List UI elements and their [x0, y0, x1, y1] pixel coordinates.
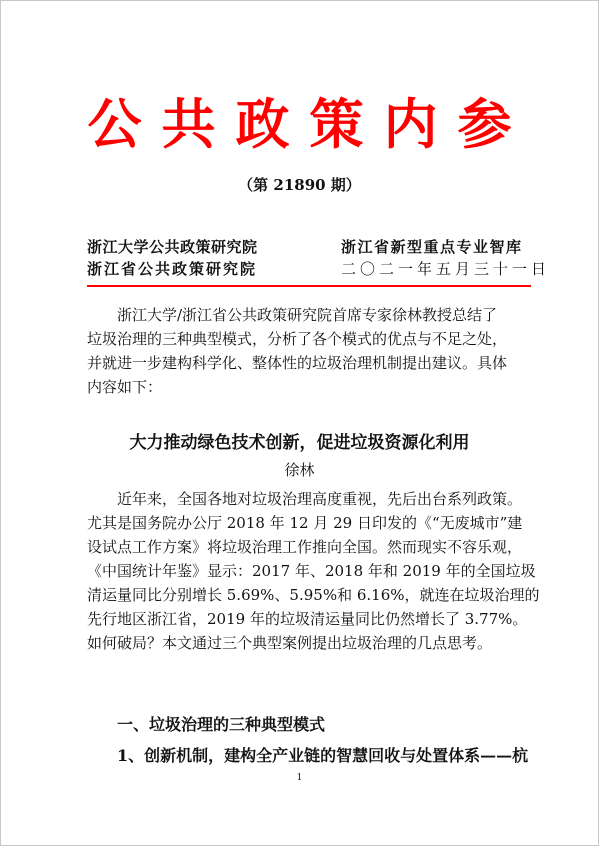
- subsection-heading: 1、创新机制，建构全产业链的智慧回收与处置体系——杭: [117, 746, 529, 765]
- article-body: [87, 487, 540, 655]
- body-line: 如何破局？本文通过三个典型案例提出垃圾治理的几点思考。: [87, 634, 493, 652]
- article-author: 徐林: [284, 461, 315, 479]
- issue-number: （第 21890 期）: [238, 176, 361, 194]
- header-divider: [87, 285, 531, 287]
- think-tank-label: 浙江省新型重点专业智库: [341, 238, 523, 256]
- intro-line: 垃圾治理的三种典型模式，分析了各个模式的优点与不足之处，: [87, 330, 508, 348]
- institute-name: 浙江大学公共政策研究院: [87, 238, 258, 256]
- body-line: 设试点工作方案》将垃圾治理工作推向全国。然而现实不容乐观，: [87, 538, 523, 556]
- publish-date: 二〇二一年五月三十一日: [341, 260, 551, 278]
- intro-line: 浙江大学/浙江省公共政策研究院首席专家徐林教授总结了: [117, 306, 498, 324]
- intro-line: 并就进一步建构科学化、整体性的垃圾治理机制提出建议。具体: [87, 354, 508, 372]
- article-title: 大力推动绿色技术创新，促进垃圾资源化利用: [129, 433, 470, 453]
- body-line: 《中国统计年鉴》显示：2017 年、2018 年和 2019 年的全国垃圾: [87, 562, 536, 580]
- body-line: 先行地区浙江省，2019 年的垃圾清运量同比仍然增长了 3.77%。: [87, 610, 528, 628]
- body-line: 尤其是国务院办公厅 2018 年 12 月 29 日印发的《“无废城市”建: [87, 514, 523, 532]
- institute-name-provincial: 浙江省公共政策研究院: [87, 260, 258, 278]
- masthead-title: 公共政策内参: [87, 92, 532, 156]
- body-line: 近年来，全国各地对垃圾治理高度重视，先后出台系列政策。: [117, 490, 523, 508]
- section-heading: 一、垃圾治理的三种典型模式: [117, 715, 326, 734]
- page-number: 1: [296, 773, 303, 783]
- intro-line: 内容如下：: [87, 378, 163, 396]
- intro-paragraph: [87, 303, 532, 399]
- body-line: 清运量同比分别增长 5.69%、5.95%和 6.16%，就连在垃圾治理的: [87, 586, 540, 604]
